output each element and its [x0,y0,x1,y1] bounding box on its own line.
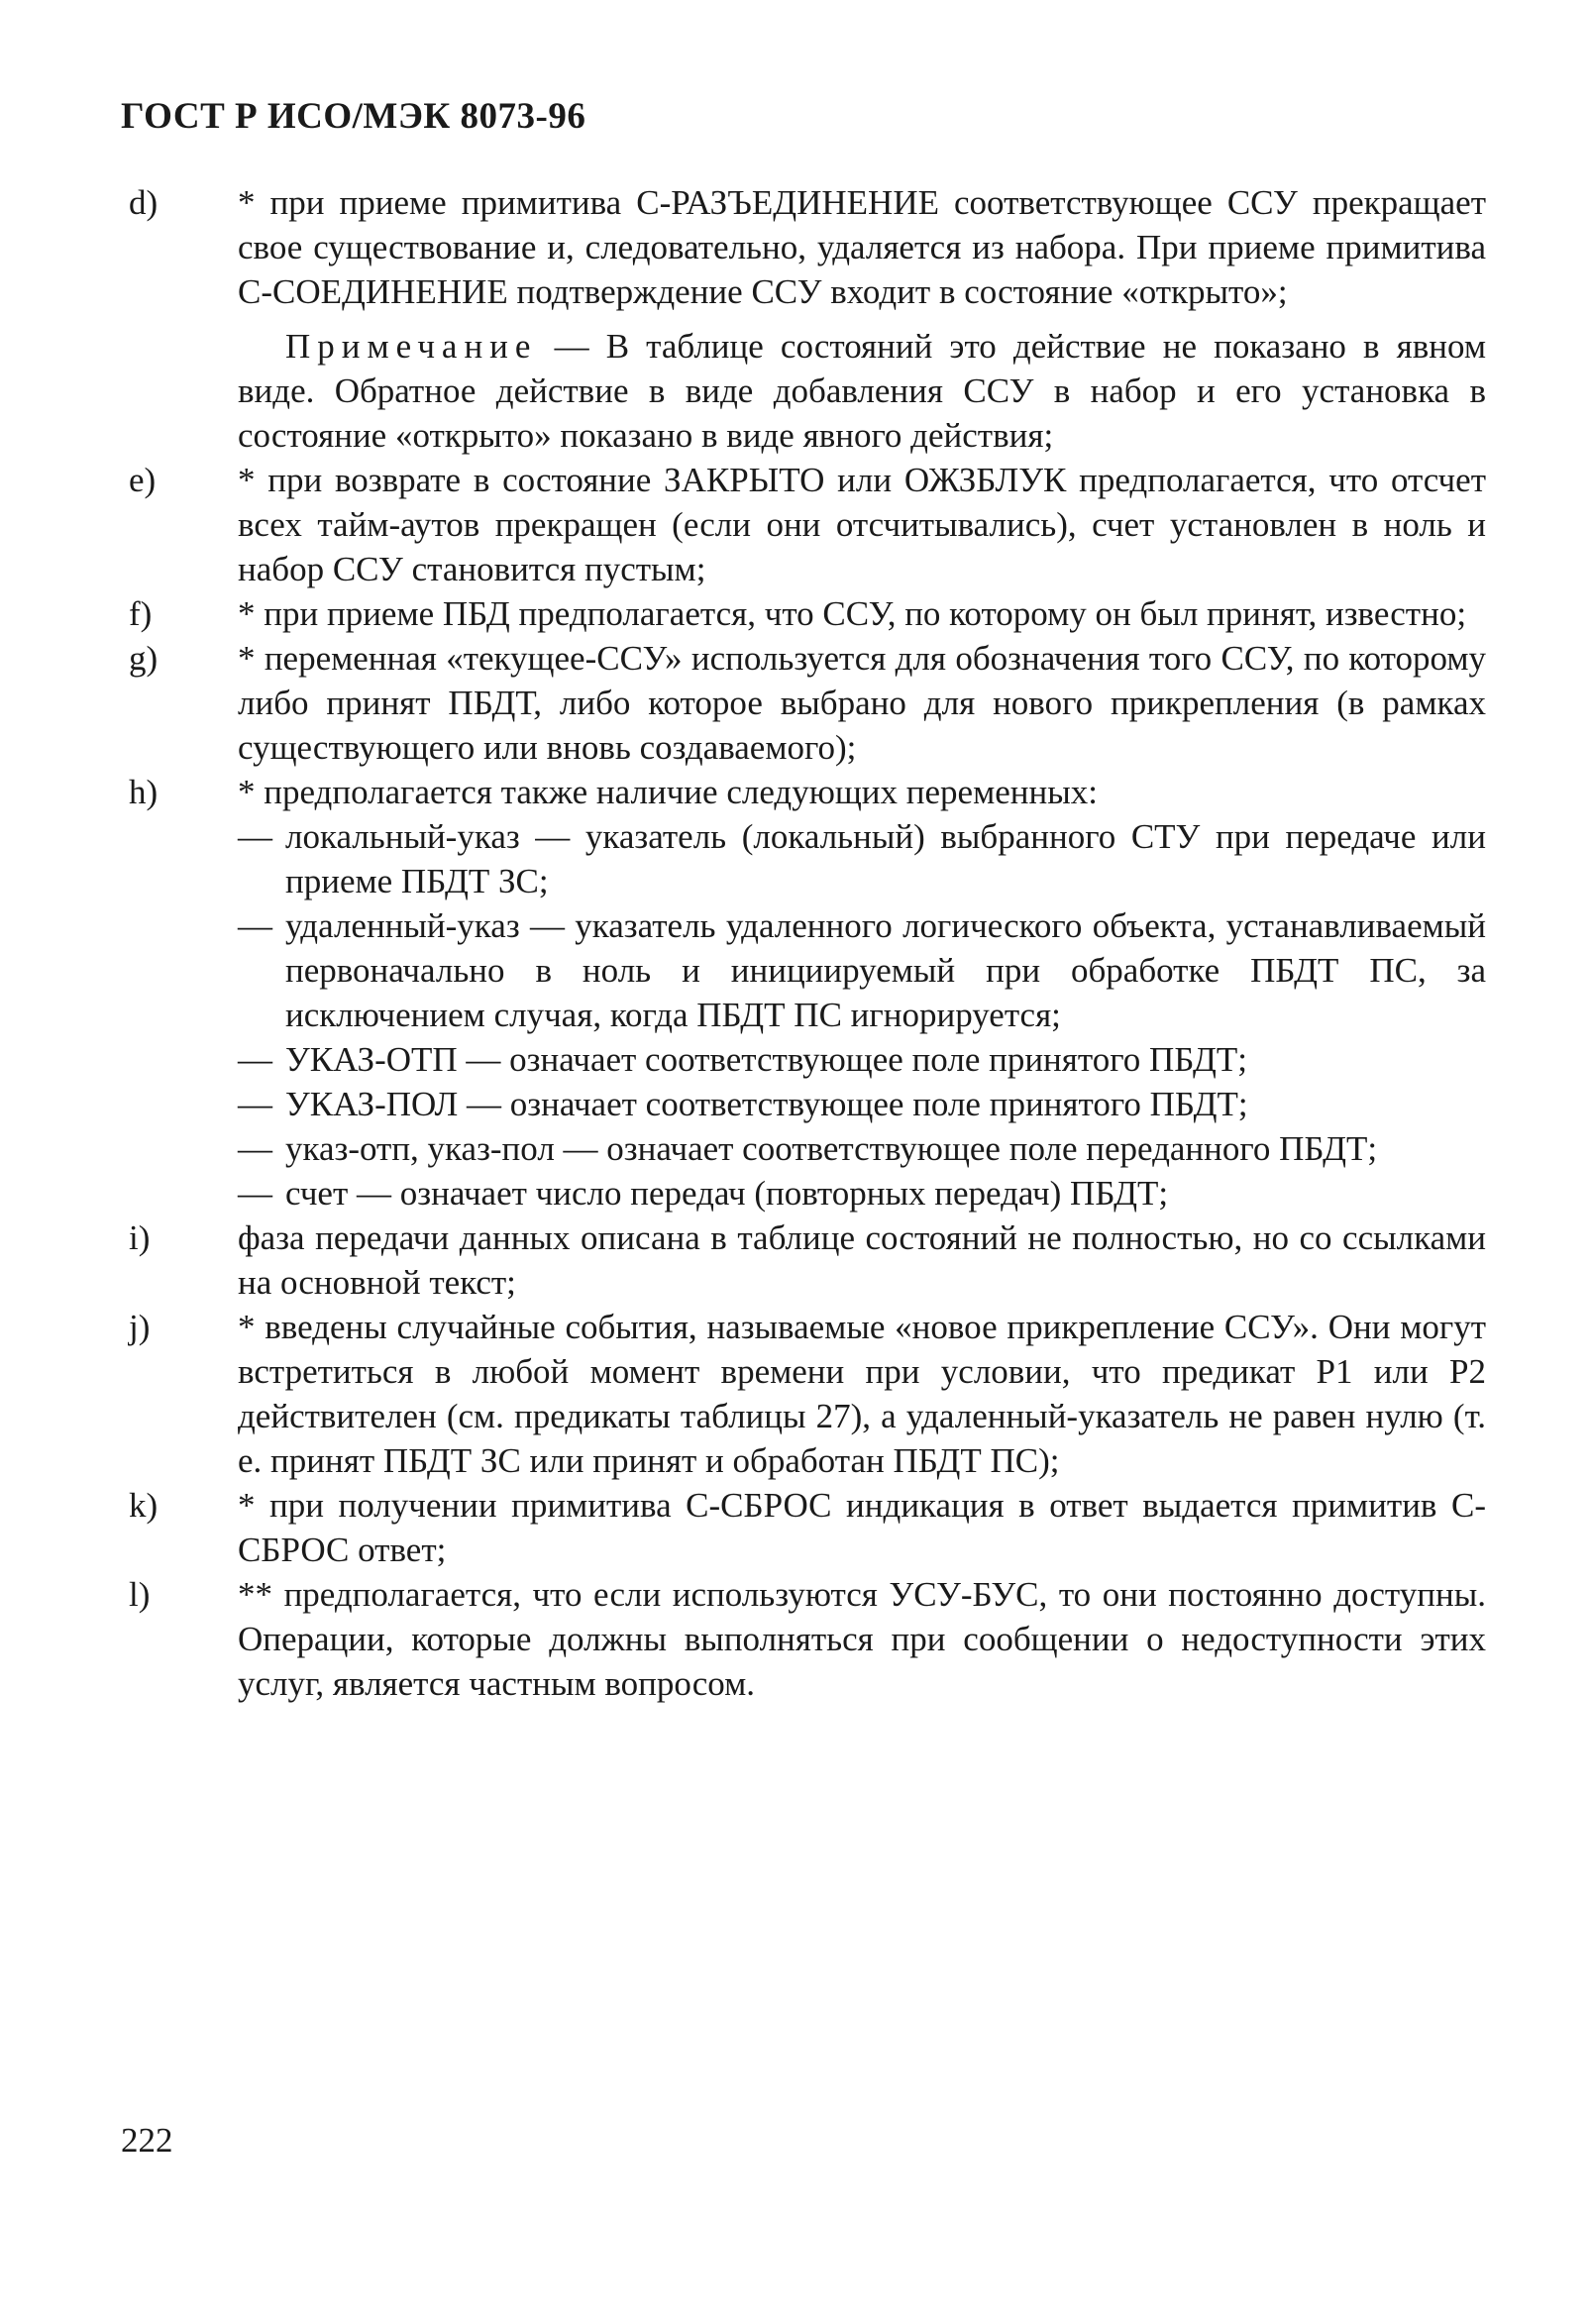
document-header: ГОСТ Р ИСО/МЭК 8073-96 [121,96,586,137]
page-number: 222 [121,2121,173,2160]
list-item-e [129,458,1486,591]
item-text: * при возврате в состояние ЗАКРЫТО или ОЖЗБЛУК предполагается, что отсчет всех тайм-аутов прекращен (если они отсчитывались), счет установлен в ноль и набор ССУ становится пустым; [238,461,1486,588]
item-marker: k) [129,1486,159,1525]
document-body [129,180,1486,1706]
variable-item [238,1171,1486,1215]
dash-marker: — [238,1174,272,1213]
dash-marker: — [238,1085,272,1123]
note-text: — В таблице состояний это действие не показано в явном виде. Обратное действие в виде добавления ССУ в набор и его установка в состояние «открыто» показано в виде явного действия; [238,327,1487,455]
item-marker: h) [129,773,159,811]
variable-item [238,1126,1486,1171]
list-item-h [129,770,1486,1215]
item-marker: i) [129,1218,151,1257]
dash-marker: — [238,817,272,856]
variable-item [238,903,1486,1037]
list-item-d [129,180,1486,458]
item-text: фаза передачи данных описана в таблице состояний не полностью, но со ссылками на основной текст; [238,1218,1486,1302]
variable-text: УКАЗ-ПОЛ — означает соответствующее поле принятого ПБДТ; [285,1085,1248,1123]
variable-text: счет — означает число передач (повторных передач) ПБДТ; [285,1174,1169,1213]
item-marker: d) [129,183,159,222]
item-text: * предполагается также наличие следующих переменных: [238,773,1098,811]
variable-text: удаленный-указ — указатель удаленного логического объекта, устанавливаемый первоначально в ноль и инициируемый при обработке ПБДТ ПС, за исключением случая, когда ПБДТ ПС игнорируется; [285,906,1486,1034]
variable-item [238,1082,1486,1126]
variable-item [238,1037,1486,1082]
item-text: * введены случайные события, называемые «новое прикрепление ССУ». Они могут встретиться в любой момент времени при условии, что предикат Р1 или Р2 действителен (см. предикаты таблицы 27), а удаленный-указатель не равен нулю (т. е. принят ПБДТ ЗС или принят и обработан ПБДТ ПС); [238,1308,1486,1480]
item-marker: j) [129,1308,151,1346]
variables-list [238,814,1486,1215]
item-text: ** предполагается, что если используются УСУ-БУС, то они постоянно доступны. Операции, которые должны выполняться при сообщении о недоступности этих услуг, является частным вопросом. [238,1575,1486,1703]
item-text: * при приеме ПБД предполагается, что ССУ, по которому он был принят, известно; [238,594,1467,633]
list-item-k [129,1483,1486,1572]
list-item-l [129,1572,1486,1706]
item-marker: g) [129,639,159,678]
item-text: * переменная «текущее-ССУ» используется для обозначения того ССУ, по которому либо принят ПБДТ, либо которое выбрано для нового прикрепления (в рамках существующего или вновь создаваемого); [238,639,1486,767]
dash-marker: — [238,1129,272,1168]
note-paragraph [238,324,1486,458]
item-marker: e) [129,461,157,499]
variable-item [238,814,1486,903]
item-marker: f) [129,594,153,633]
list-item-j [129,1305,1486,1483]
variable-text: указ-отп, указ-пол — означает соответствующее поле переданного ПБДТ; [285,1129,1378,1168]
note-label: Примечание [285,327,538,366]
item-marker: l) [129,1575,151,1614]
list-item-i [129,1215,1486,1305]
list-item-f [129,591,1486,636]
list-item-g [129,636,1486,770]
item-text: * при получении примитива С-СБРОС индикация в ответ выдается примитив С-СБРОС ответ; [238,1486,1486,1569]
dash-marker: — [238,1040,272,1079]
variable-text: УКАЗ-ОТП — означает соответствующее поле принятого ПБДТ; [285,1040,1247,1079]
item-text: * при приеме примитива С-РАЗЪЕДИНЕНИЕ соответствующее ССУ прекращает свое существование и, следовательно, удаляется из набора. При приеме примитива С-СОЕДИНЕНИЕ подтверждение ССУ входит в состояние «открыто»; [238,183,1486,311]
dash-marker: — [238,906,272,945]
variable-text: локальный-указ — указатель (локальный) выбранного СТУ при передаче или приеме ПБДТ ЗС; [285,817,1486,900]
